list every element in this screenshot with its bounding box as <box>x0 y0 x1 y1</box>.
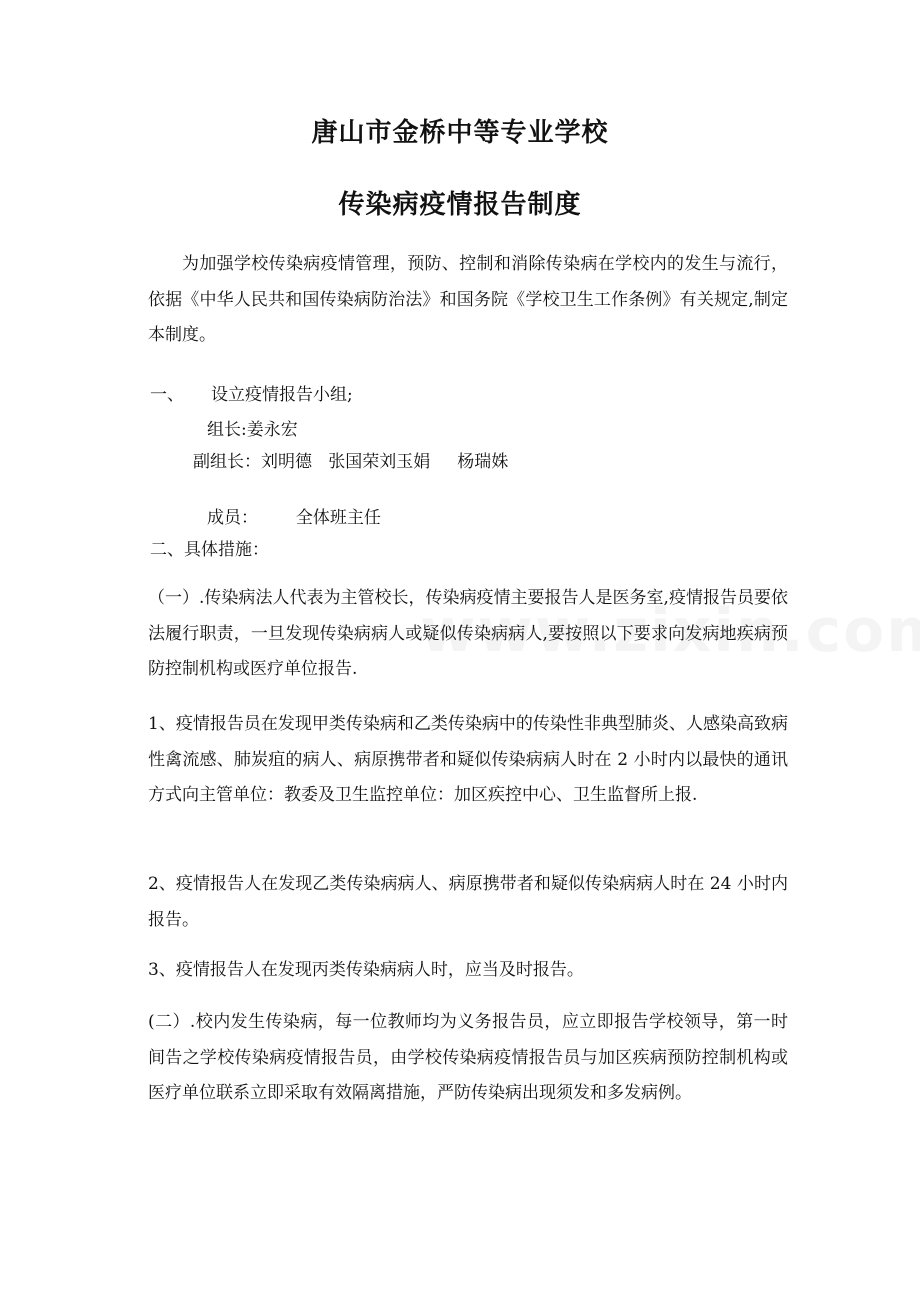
deputy-line: 副组长：刘明德 张国荣刘玉娟 杨瑞姝 <box>193 452 509 472</box>
leader-line: 组长:姜永宏 <box>207 420 298 440</box>
section2-heading: 二、具体措施： <box>150 540 269 560</box>
item-3-paragraph: 3、疫情报告人在发现丙类传染病病人时，应当及时报告。 <box>148 960 584 980</box>
intro-paragraph: 为加强学校传染病疫情管理，预防、控制和消除传染病在学校内的发生与流行，依据《中华人民共和国传染病防治法》和国务院《学校卫生工作条例》有关规定,制定本制度。 <box>148 254 788 345</box>
measure-b-paragraph: (二）.校内发生传染病，每一位教师均为义务报告员，应立即报告学校领导，第一时间告之学校传染病疫情报告员，由学校传染病疫情报告员与加区疾病预防控制机构或医疗单位联系立即采取有效隔离措施，严防传染病出现须发和多发病例。 <box>148 1012 788 1103</box>
item-1-paragraph: 1、疫情报告员在发现甲类传染病和乙类传染病中的传染性非典型肺炎、人感染高致病性禽流感、肺炭疽的病人、病原携带者和疑似传染病病人时在 2 小时内以最快的通讯方式向主管单位：教委及卫生监控单位：加区疾控中心、卫生监督所上报. <box>148 714 788 805</box>
section1-heading: 一、 设立疫情报告小组; <box>150 385 353 405</box>
school-title: 唐山市金桥中等专业学校 <box>311 118 609 148</box>
item-2-paragraph: 2、疫情报告人在发现乙类传染病病人、病原携带者和疑似传染病病人时在 24 小时内报告。 <box>148 874 788 930</box>
members-line: 成员： 全体班主任 <box>207 508 381 528</box>
measure-a-paragraph: （一）.传染病法人代表为主管校长，传染病疫情主要报告人是医务室,疫情报告员要依法履行职责，一旦发现传染病病人或疑似传染病病人,要按照以下要求向发病地疾病预防控制机构或医疗单位报告. <box>148 588 788 679</box>
document-title: 传染病疫情报告制度 <box>338 190 582 220</box>
